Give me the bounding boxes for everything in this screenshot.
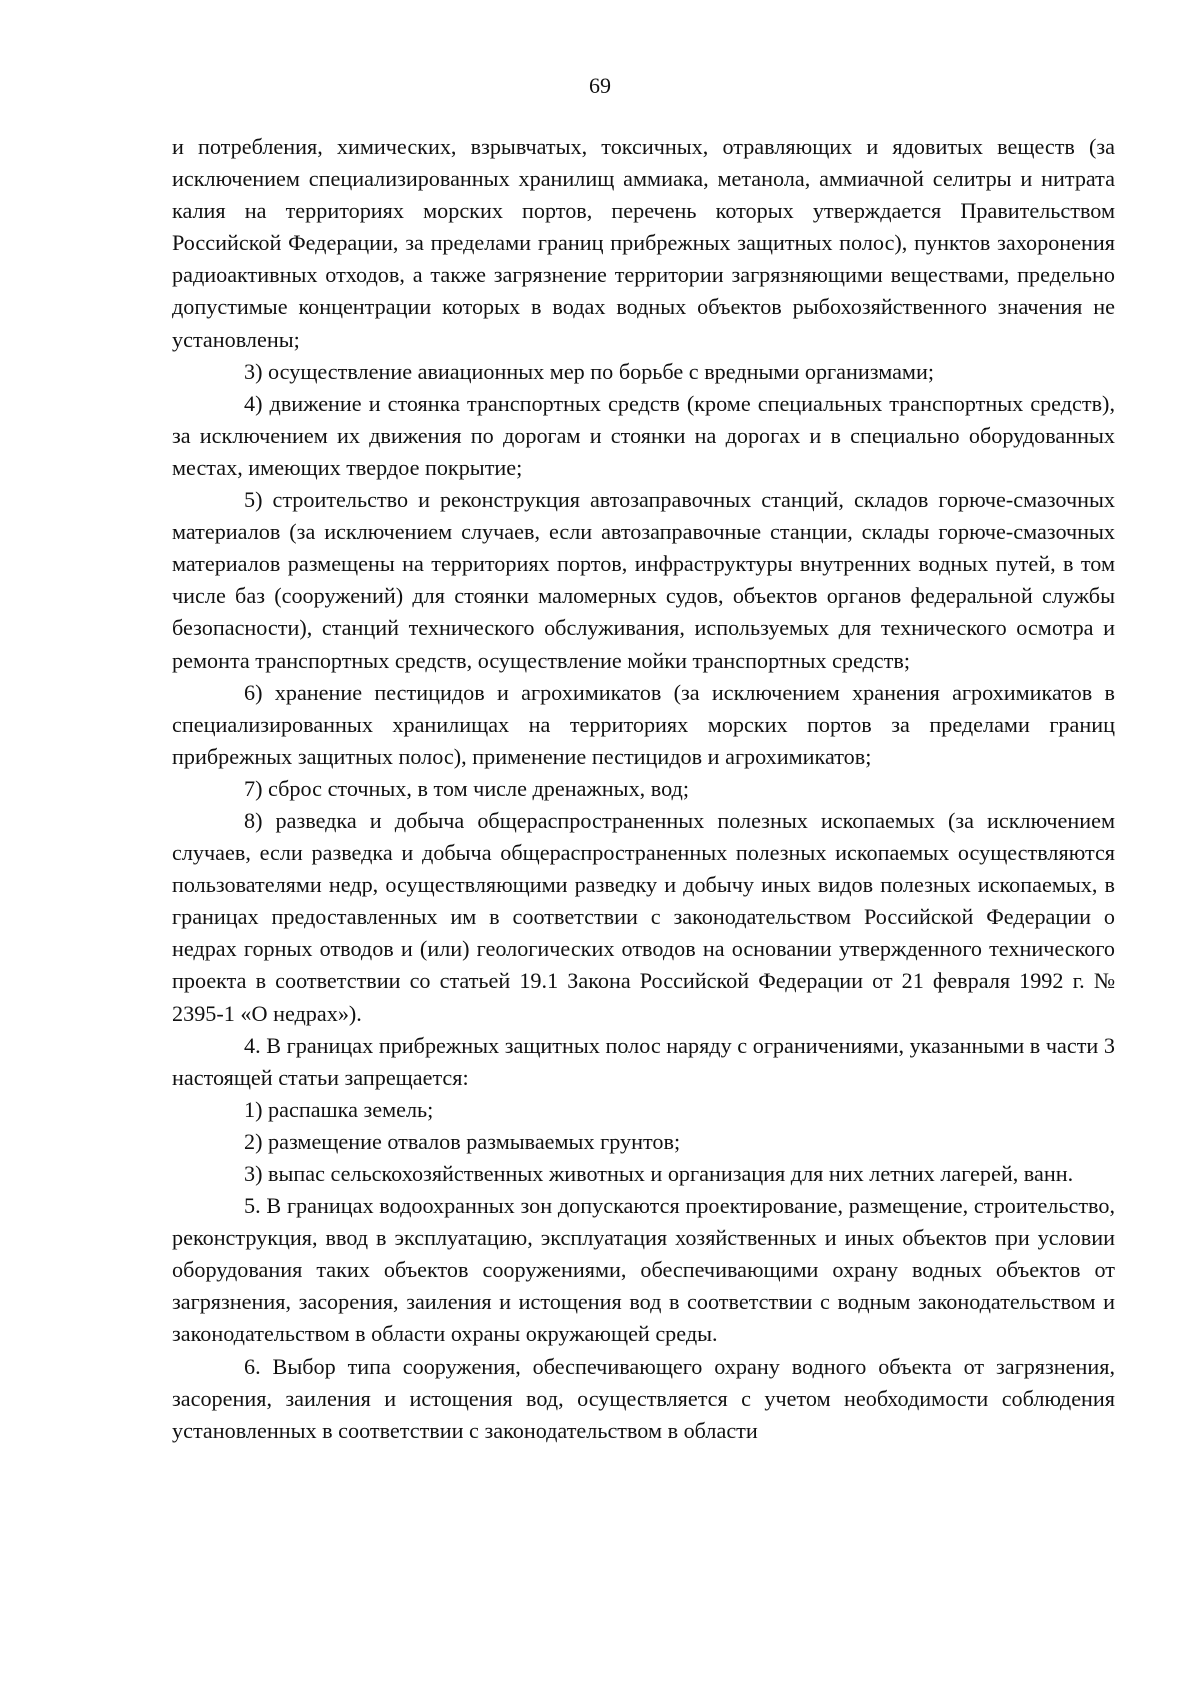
paragraph-part-5: 5. В границах водоохранных зон допускаются проектирование, размещение, строительство, реконструкция, ввод в эксплуатацию, эксплуатация хозяйственных и иных объектов при условии оборудования таких объектов сооружениями, обеспечивающими охрану водных объектов от загрязнения, засорения, заиления и истощения вод в соответствии с водным законодательством и законодательством в области охраны окружающей среды. [172, 1193, 1115, 1347]
page-number: 69 [589, 73, 611, 98]
paragraph-item-4: 4) движение и стоянка транспортных средств (кроме специальных транспортных средств), за исключением их движения по дорогам и стоянки на дорогах и в специально оборудованных местах, имеющих твердое покрытие; [172, 390, 1115, 480]
paragraph-item-3: 3) осуществление авиационных мер по борьбе с вредными организмами; [244, 358, 935, 384]
paragraph-part-4-item-2: 2) размещение отвалов размываемых грунтов; [244, 1128, 681, 1154]
paragraph-item-6: 6) хранение пестицидов и агрохимикатов (за исключением хранения агрохимикатов в специализированных хранилищах на территориях морских портов за пределами границ прибрежных защитных полос), применение пестицидов и агрохимикатов; [172, 679, 1115, 769]
paragraph-part-6: 6. Выбор типа сооружения, обеспечивающего охрану водного объекта от загрязнения, засорения, заиления и истощения вод, осуществляется с учетом необходимости соблюдения установленных в соответствии с законодательством в области [172, 1353, 1115, 1443]
paragraph-continuation: и потребления, химических, взрывчатых, токсичных, отравляющих и ядовитых веществ (за исключением специализированных хранилищ аммиака, метанола, аммиачной селитры и нитрата калия на территориях морских портов, перечень которых утверждается Правительством Российской Федерации, за пределами границ прибрежных защитных полос), пунктов захоронения радиоактивных отходов, а также загрязнение территории загрязняющими веществами, предельно допустимые концентрации которых в водах водных объектов рыбохозяйственного значения не установлены; [172, 134, 1115, 352]
paragraph-item-8: 8) разведка и добыча общераспространенных полезных ископаемых (за исключением случаев, если разведка и добыча общераспространенных полезных ископаемых осуществляются пользователями недр, осуществляющими разведку и добычу иных видов полезных ископаемых, в границах предоставленных им в соответствии с законодательством Российской Федерации о недрах горных отводов и (или) геологических отводов на основании утвержденного технического проекта в соответствии со статьей 19.1 Закона Российской Федерации от 21 февраля 1992 г. № 2395-1 «О недрах»). [172, 807, 1115, 1026]
paragraph-part-4-item-3: 3) выпас сельскохозяйственных животных и организация для них летних лагерей, ванн. [244, 1161, 1074, 1186]
paragraph-item-5: 5) строительство и реконструкция автозаправочных станций, складов горюче-смазочных материалов (за исключением случаев, если автозаправочные станции, склады горюче-смазочных материалов размещены на территориях портов, инфраструктуры внутренних водных путей, в том числе баз (сооружений) для стоянки маломерных судов, объектов органов федеральной службы безопасности), станций технического обслуживания, используемых для технического осмотра и ремонта транспортных средств, осуществление мойки транспортных средств; [172, 487, 1115, 673]
paragraph-part-4: 4. В границах прибрежных защитных полос наряду с ограничениями, указанными в части 3 настоящей статьи запрещается: [172, 1032, 1115, 1090]
paragraph-item-7: 7) сброс сточных, в том числе дренажных, вод; [244, 775, 689, 801]
document-body [172, 131, 1115, 1447]
paragraph-part-4-item-1: 1) распашка земель; [244, 1096, 434, 1122]
